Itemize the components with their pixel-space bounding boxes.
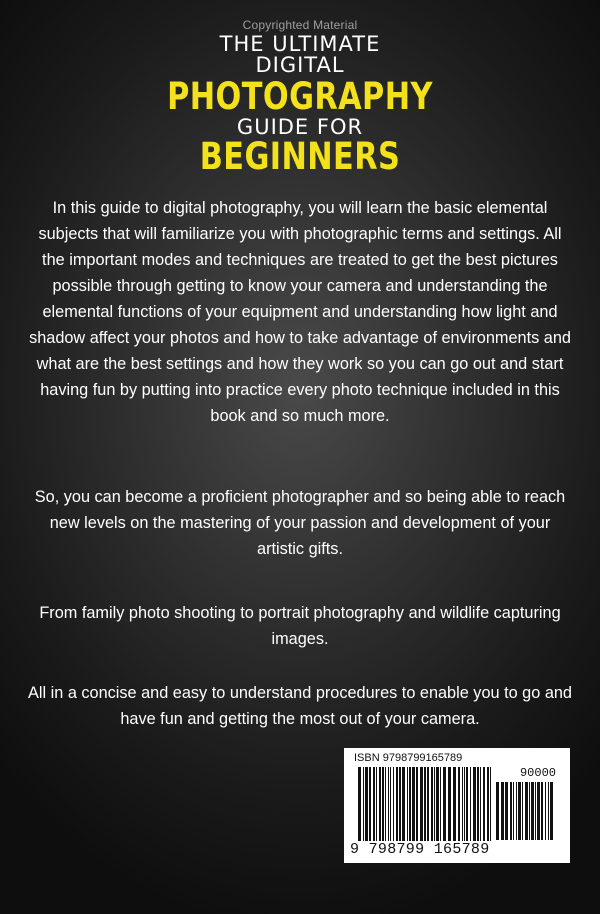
barcode-bar: [440, 767, 441, 841]
barcode-bar: [448, 767, 451, 841]
barcode-bar: [483, 767, 485, 841]
barcode-bar: [399, 767, 401, 841]
title-line-the-ultimate: THE ULTIMATE: [219, 32, 381, 56]
barcode-bar: [545, 782, 546, 840]
barcode-bar: [416, 767, 418, 841]
barcode-bar: [496, 782, 499, 840]
title-line-photography: PHOTOGRAPHY: [167, 75, 433, 118]
barcode-bar: [407, 767, 408, 841]
barcode-bar: [365, 767, 368, 841]
barcode-bar: [363, 767, 364, 841]
barcode-bar: [513, 782, 514, 840]
barcode-bar: [550, 782, 553, 840]
barcode-bar: [434, 767, 435, 841]
barcode-bar: [396, 767, 398, 841]
barcode-bar: [379, 767, 381, 841]
title-line-guide-for: GUIDE FOR: [236, 115, 364, 139]
barcode-bar: [477, 767, 479, 841]
barcode-bar: [420, 767, 423, 841]
barcode-bar: [458, 767, 460, 841]
barcode-bar: [427, 767, 429, 841]
barcode-bar: [436, 767, 439, 841]
barcode-bar: [501, 782, 504, 840]
barcode-bar: [376, 767, 377, 841]
barcode-bar: [369, 767, 371, 841]
barcode-bar: [541, 782, 543, 840]
description-paragraph-1: In this guide to digital photography, you will learn the basic elemental subjects that will familiarize you with photographic terms and settings. All the important modes and techniques are treated to get the best pictures possible through getting to know your camera and understanding the elemental functions of your equipment and understanding how light and shadow affect your photos and how to take advantage of environments and what are the best settings and how they work so you can go out and start having fun by putting into practice every photo technique included in this book and so much more.: [29, 199, 571, 425]
barcode-bar: [358, 767, 361, 841]
barcode-bar: [466, 767, 468, 841]
barcode-bar: [518, 782, 521, 840]
barcode-bar: [529, 782, 530, 840]
barcode-bar: [510, 782, 512, 840]
barcode-bar: [505, 782, 508, 840]
description-paragraph-4: All in a concise and easy to understand procedures to enable you to go and have fun and getting the most out of your camera.: [28, 684, 572, 728]
barcode-bar: [487, 767, 489, 841]
barcode-bar: [385, 767, 386, 841]
title-block: [0, 32, 600, 178]
title-line-digital: DIGITAL: [255, 53, 345, 77]
barcode-bar: [443, 767, 446, 841]
barcode-bar: [490, 767, 491, 841]
barcode-bar: [393, 767, 394, 841]
description-paragraph-2: So, you can become a proficient photographer and so being able to reach new levels on the mastering of your passion and development of your artistic gifts.: [34, 488, 566, 558]
barcode-digits: 9 798799 165789: [350, 841, 490, 858]
barcode-bar: [409, 767, 411, 841]
barcode-bar: [537, 782, 540, 840]
barcode-bar: [431, 767, 433, 841]
price-code: 90000: [519, 766, 556, 780]
description-paragraph-3: From family photo shooting to portrait photography and wildlife capturing images.: [39, 604, 561, 648]
barcode-bar: [516, 782, 517, 840]
barcode-bar: [480, 767, 481, 841]
barcode-bar: [382, 767, 384, 841]
barcode-bar: [531, 782, 534, 840]
watermark-top: Copyrighted Material: [242, 18, 358, 32]
barcode-bar: [462, 767, 463, 841]
barcode-bar: [548, 782, 549, 840]
barcode-bar: [453, 767, 456, 841]
title-line-beginners: BEGINNERS: [199, 135, 401, 178]
barcode-bar: [402, 767, 405, 841]
isbn-barcode: [344, 748, 570, 863]
barcode-bar: [373, 767, 375, 841]
barcode-bar: [390, 767, 391, 841]
barcode-bars-icon: [358, 767, 494, 841]
barcode-bar: [525, 782, 528, 840]
barcode-bar: [412, 767, 415, 841]
barcode-bar: [424, 767, 426, 841]
barcode-bar: [464, 767, 465, 841]
addon-barcode-bars-icon: [496, 782, 554, 840]
isbn-label: ISBN 9798799165789: [354, 752, 463, 764]
barcode-bar: [535, 782, 536, 840]
barcode-bar: [522, 782, 523, 840]
barcode-bar: [470, 767, 471, 841]
barcode-bar: [473, 767, 476, 841]
barcode-bar: [388, 767, 389, 841]
